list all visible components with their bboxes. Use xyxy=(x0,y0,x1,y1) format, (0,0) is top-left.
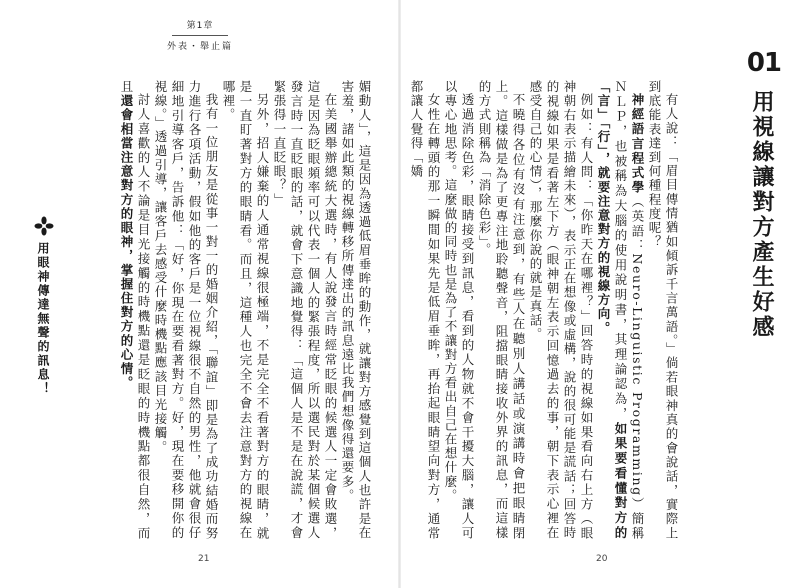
body-text: 另外，招人嫌棄的人通常視線很極端，不是完全不看著對方的眼睛，就是一直盯著對方的眼睛看。而且，這種人也完全不會去注意對方的視線在哪裡。 xyxy=(221,80,270,540)
left-page-body xyxy=(88,80,373,540)
paragraph xyxy=(220,80,271,540)
section-title: 用視線讓對方產生好感 xyxy=(749,90,774,340)
running-header xyxy=(150,18,250,52)
emphasis-text: 神經語言程式學 xyxy=(630,92,645,195)
emphasis-text: 如果要看懂對方的「言」「行」，就要注意對方的視線方向。 xyxy=(596,80,628,540)
emphasis-text: 還會相當注意對方的眼神，掌握住對方的心情。 xyxy=(119,94,134,391)
tip-sidebar xyxy=(26,216,62,516)
paragraph xyxy=(527,80,595,540)
tip-text: 用眼神傳達無聲的訊息！ xyxy=(36,242,50,396)
right-page-number: 20 xyxy=(596,554,608,564)
chapter-label: 第1章 xyxy=(186,21,214,31)
section-number: 01 xyxy=(746,48,781,78)
paragraph xyxy=(339,80,373,540)
paragraph xyxy=(118,80,152,540)
body-text: 在美國舉辦總統大選時，有人說發言時經常眨眼的候選人一定會敗選，這是因為眨眼頻率可以代表一個人的緊張程度，所以選民對於某個候選人發言時一直眨眼的話，就會下意識地覺得：「這個人是不是在說謊，才會緊張得一直眨眼？」 xyxy=(272,80,338,540)
body-text: 有人說：「眉目傳情猶如傾訴千言萬語。」倘若眼神真的會說話，實際上到底能表達到何種程度呢？ xyxy=(647,80,679,540)
body-text: （英語：Neuro-Linguistic Programming）簡稱ＮＬＰ，也被稱為大腦的使用說明書，其理論認為， xyxy=(613,80,645,540)
paragraph xyxy=(271,80,339,540)
paragraph xyxy=(152,80,220,540)
left-page-number: 21 xyxy=(198,554,210,564)
paragraph xyxy=(408,80,442,540)
flower-icon xyxy=(34,216,54,236)
paragraph xyxy=(476,80,527,540)
section-heading xyxy=(703,48,783,348)
body-text: 女性在轉頭的那一瞬間如果先是低眉垂眸，再抬起眼睛望向對方，通常都讓人覺得「嬌 xyxy=(409,80,441,540)
right-page-body xyxy=(409,80,680,540)
body-text: 媚動人」，這是因為透過低眉垂眸的動作，就讓對方感覺到這個人也許是在害羞，諸如此類的視線轉移所傳達出的訊息遠比我們想像得還要多。 xyxy=(340,80,372,540)
body-text: 討人喜歡的人不論是目光接觸的時機點還是眨眼的時機點都很自然，而且 xyxy=(119,80,151,540)
body-text: 我有一位朋友是從事一對一的婚姻介紹，「聯誼」即是為了成功結婚而努力進行各項活動，假如他的客戶是一位視線很不自然的男性，他就會很仔細地引導客戶，告訴他：「好，你現在要看著對方。好，現在要移開你的視線。」透過引導，讓客戶去感受什麼時機點應該目光接觸。 xyxy=(153,80,219,540)
body-text: 透過消除色彩，眼睛接受到訊息，看到的人物就不會干擾大腦，讓人可以專心地思考。這麼做的同時也是為了不讓對方看出自己在想什麼。 xyxy=(443,80,475,540)
paragraph xyxy=(595,80,646,540)
body-text: 例如：有人問：「你昨天在哪裡？」回答時的視線如果看向右上方（眼神朝右表示描繪未來），表示正在想像或虛構，說的很可能是謊話；回答時的視線如果是看著左下方（眼神朝左表示回憶過去的事，朝下表示心裡在感受自己的心情），那麼你說的就是真話。 xyxy=(528,80,594,540)
header-rule xyxy=(172,35,228,36)
section-label: 外表・舉止篇 xyxy=(166,42,233,52)
paragraph xyxy=(442,80,476,540)
paragraph xyxy=(646,80,680,540)
body-text: 不曉得各位有沒有注意到，有些人在聽別人講話或演講時會把眼睛閉上。這樣做是為了更專注地聆聽聲音，阻擋眼睛接收外界的訊息，而這樣的方式則稱為「消除色彩」。 xyxy=(477,80,526,540)
page-gutter xyxy=(398,0,401,588)
